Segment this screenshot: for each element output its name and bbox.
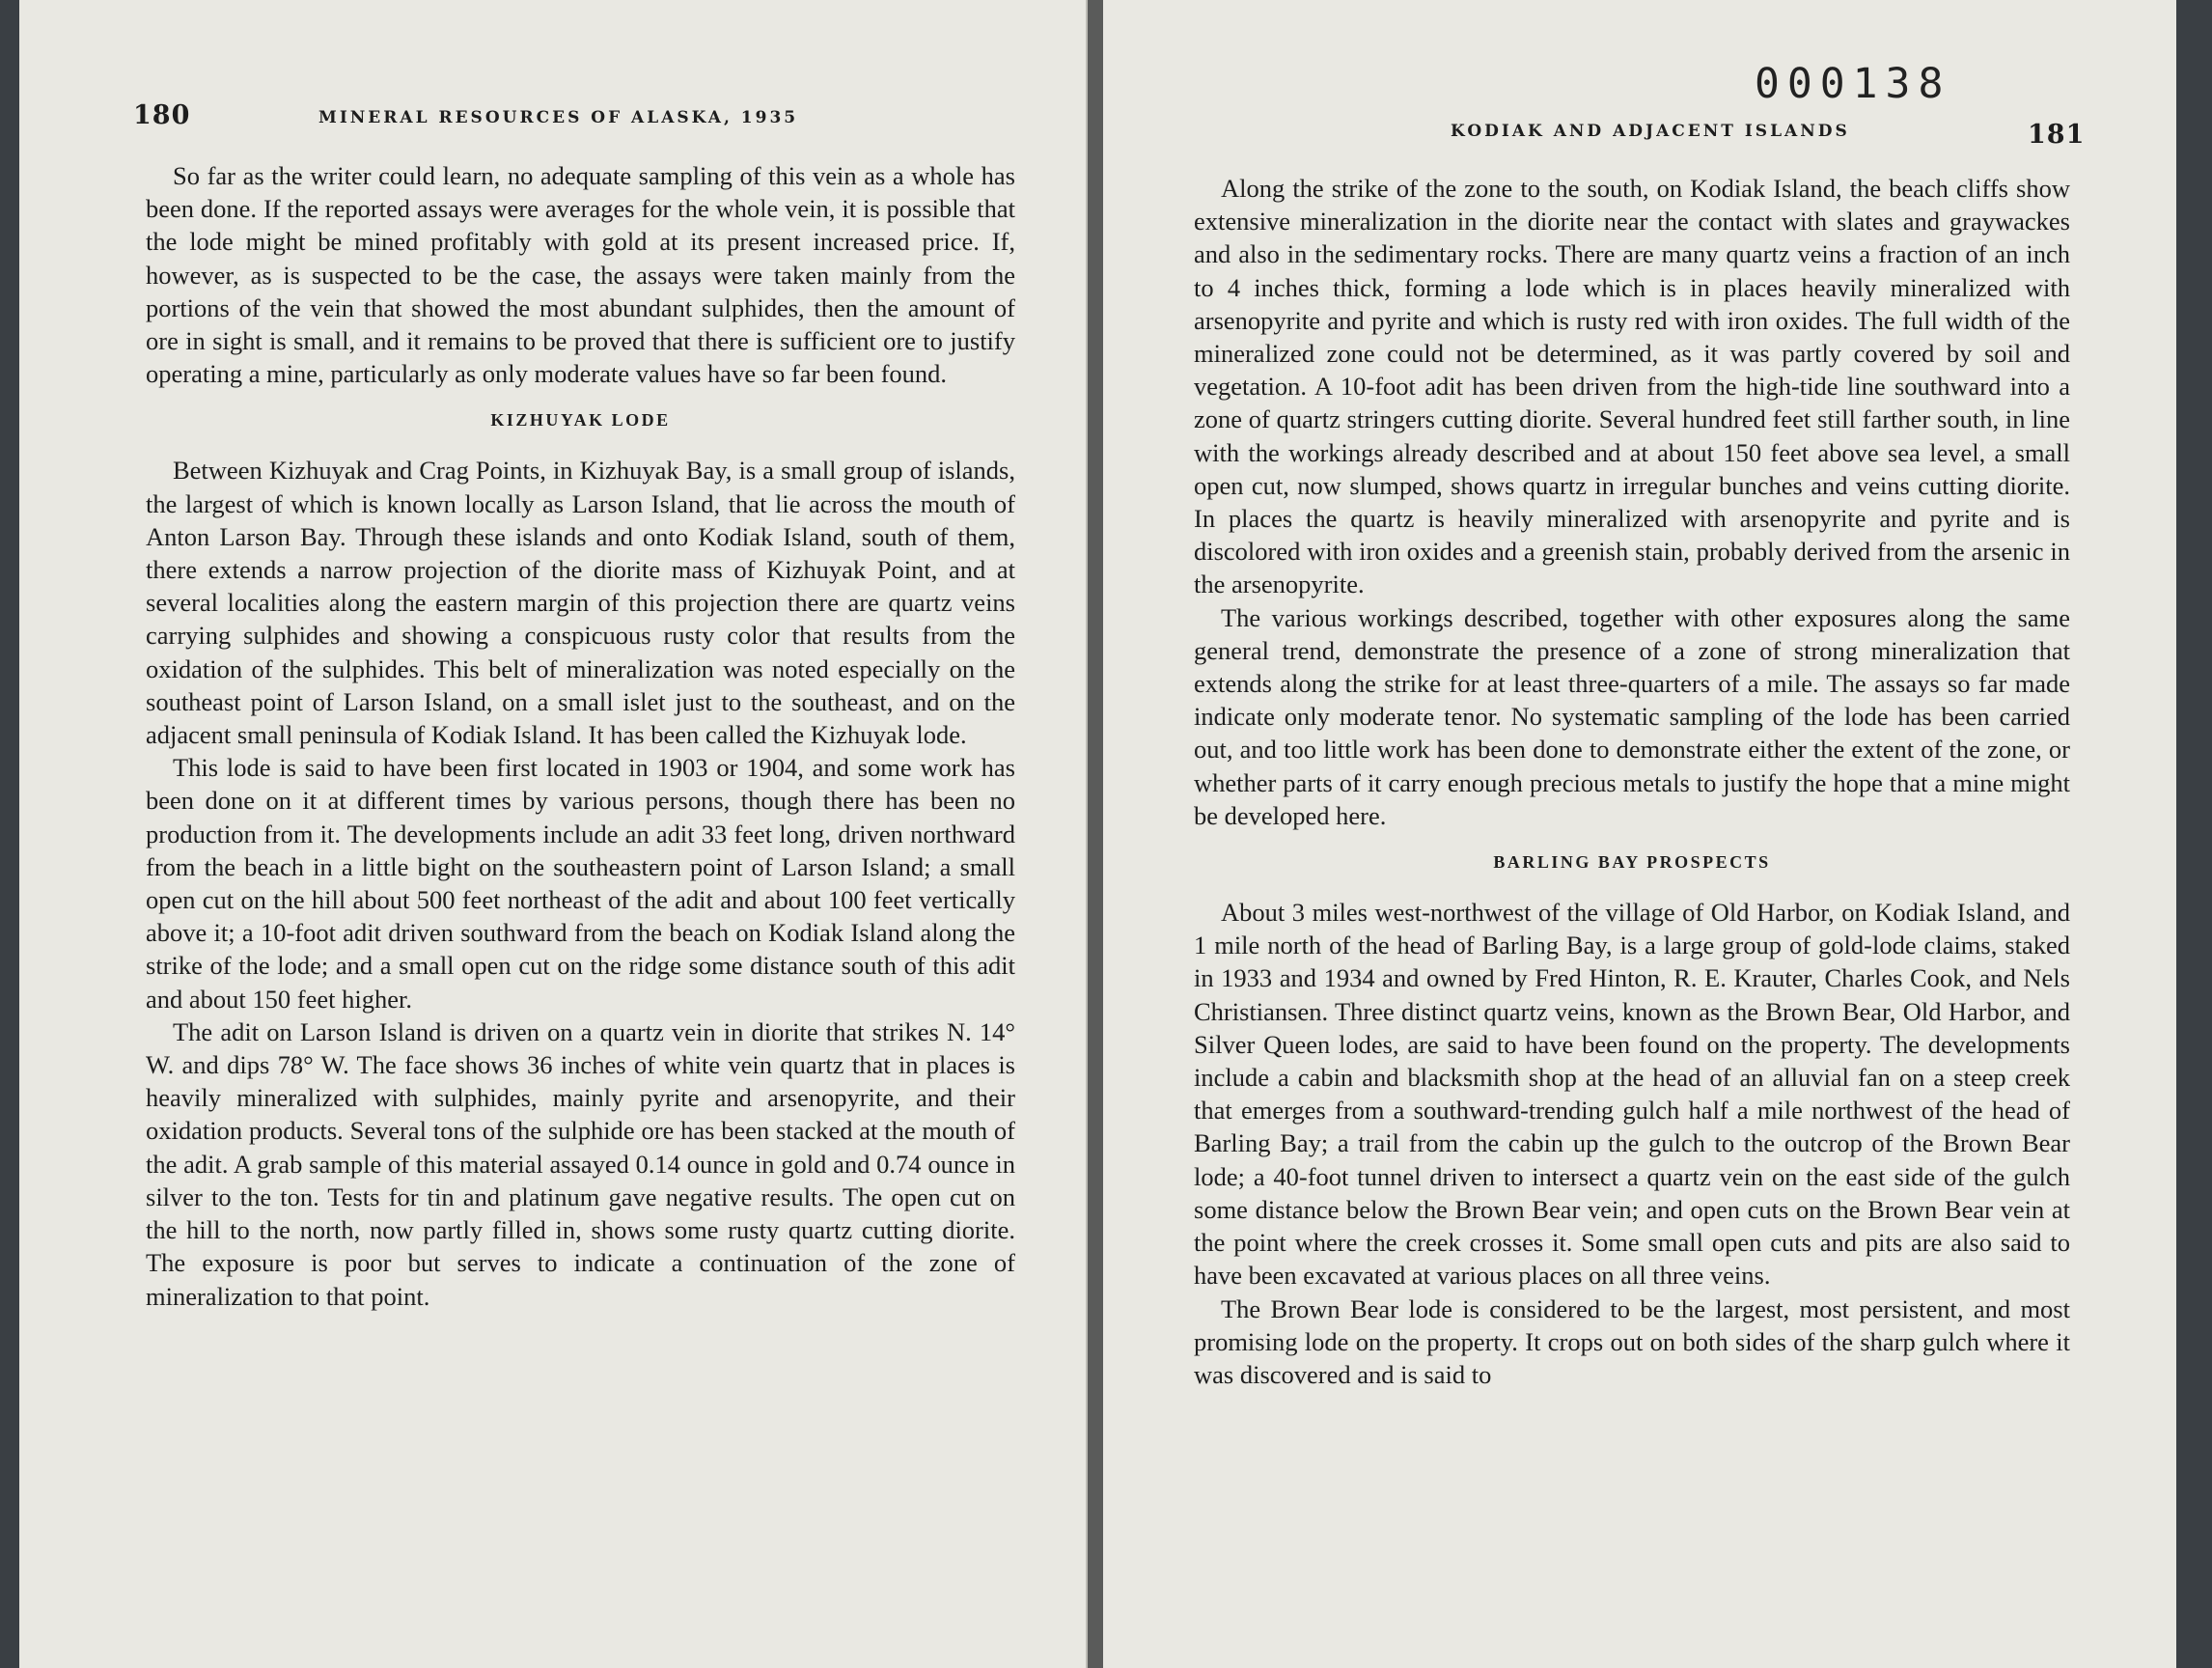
page-body [1194, 172, 2070, 1391]
paragraph: The various workings described, together with other exposures along the same general trend, demonstrate the presence of a zone of strong mineralization that extends along the strike for at least three-quarters of a mile. The assays so far made indicate only moderate tenor. No systematic sampling of the lode has been carried out, and too little work has been done to demonstrate either the extent of the zone, or whether parts of it carry enough precious metals to justify the hope that a mine might be developed here. [1194, 602, 2070, 830]
page-number: 180 [133, 100, 191, 130]
book-gutter [1086, 0, 1103, 1668]
paragraph: Between Kizhuyak and Crag Points, in Kizhuyak Bay, is a small group of islands, the largest of which is known locally as Larson Island, that lie across the mouth of Anton Larson Bay. Through these islands and onto Kodiak Island, south of them, there extends a narrow projection of the diorite mass of Kizhuyak Point, and at several localities along the eastern margin of this projection there are quartz veins carrying sulphides and showing a conspicuous rusty color that results from the oxidation of the sulphides. This belt of mineralization was noted especially on the southeast point of Larson Island, on a small islet just to the southeast, and on the adjacent small peninsula of Kodiak Island. It has been called the Kizhuyak lode. [146, 456, 1015, 750]
right-page [1103, 0, 2176, 1668]
left-page [19, 0, 1088, 1668]
paragraph: This lode is said to have been first located in 1903 or 1904, and some work has been done on it at different times by various persons, though there has been no production from it. The developments include an adit 33 feet long, driven northward from the beach in a little bight on the southeastern point of Larson Island; a small open cut on the hill about 500 feet northeast of the adit and about 100 feet vertically above it; a 10-foot adit driven southward from the beach on Kodiak Island along the strike of the lode; and a small open cut on the ridge some distance south of this adit and about 150 feet higher. [146, 753, 1015, 1014]
running-head: MINERAL RESOURCES OF ALASKA, 1935 [318, 108, 799, 127]
page-number: 181 [2028, 120, 2086, 150]
paragraph: Along the strike of the zone to the south, on Kodiak Island, the beach cliffs show extensive mineralization in the diorite near the contact with slates and graywackes and also in the sedimentary rocks. There are many quartz veins a fraction of an inch to 4 inches thick, forming a lode which is in places heavily mineralized with arsenopyrite and pyrite and which is rusty red with iron oxides. The full width of the mineralized zone could not be determined, as it was partly covered by soil and vegetation. A 10-foot adit has been driven from the high-tide line southward into a zone of quartz stringers cutting diorite. Several hundred feet still farther south, in line with the workings already described and at about 150 feet above sea level, a small open cut, now slumped, shows quartz in irregular bunches and veins cutting diorite. In places the quartz is heavily mineralized with arsenopyrite and pyrite and is discolored with iron oxides and a greenish stain, probably derived from the arsenic in the arsenopyrite. [1194, 174, 2070, 599]
page-body [146, 159, 1015, 1313]
paragraph: The Brown Bear lode is considered to be the largest, most persistent, and most promising lode on the property. It crops out on both sides of the sharp gulch where it was discovered and is said to [1194, 1293, 2070, 1389]
section-heading: BARLING BAY PROSPECTS [1493, 852, 1771, 873]
paragraph: About 3 miles west-northwest of the village of Old Harbor, on Kodiak Island, and 1 mile north of the head of Barling Bay, is a large group of gold-lode claims, staked in 1933 and 1934 and owned by Fred Hinton, R. E. Krauter, Charles Cook, and Nels Christiansen. Three distinct quartz veins, known as the Brown Bear, Old Harbor, and Silver Queen lodes, are said to have been found on the property. The developments include a cabin and blacksmith shop at the head of an alluvial fan on a steep creek that emerges from a southward-trending gulch half a mile northwest of the head of Barling Bay; a trail from the cabin up the gulch to the outcrop of the Brown Bear lode; a 40-foot tunnel driven to intersect a quartz vein on the east side of the gulch some distance below the Brown Bear vein; and open cuts on the Brown Bear vein at the point where the creek crosses it. Some small open cuts and pits are also said to have been excavated at various places on all three veins. [1194, 898, 2070, 1291]
section-heading: KIZHUYAK LODE [490, 410, 671, 431]
paragraph: So far as the writer could learn, no adequate sampling of this vein as a whole has been done. If the reported assays were averages for the whole vein, it is possible that the lode might be mined profitably with gold at its present increased price. If, however, as is suspected to be the case, the assays were taken mainly from the portions of the vein that showed the most abundant sulphides, then the amount of ore in sight is small, and it remains to be proved that there is sufficient ore to justify operating a mine, particularly as only moderate values have so far been found. [146, 161, 1015, 389]
running-head: KODIAK AND ADJACENT ISLANDS [1451, 122, 1850, 141]
archive-stamp-number: 000138 [1755, 60, 1951, 108]
paragraph: The adit on Larson Island is driven on a quartz vein in diorite that strikes N. 14° W. and dips 78° W. The face shows 36 inches of white vein quartz that in places is heavily mineralized with sulphides, mainly pyrite and arsenopyrite, and their oxidation products. Several tons of the sulphide ore has been stacked at the mouth of the adit. A grab sample of this material assayed 0.14 ounce in gold and 0.74 ounce in silver to the ton. Tests for tin and platinum gave negative results. The open cut on the hill to the north, now partly filled in, shows some rusty quartz cutting diorite. The exposure is poor but serves to indicate a continuation of the zone of mineralization to that point. [146, 1016, 1015, 1311]
